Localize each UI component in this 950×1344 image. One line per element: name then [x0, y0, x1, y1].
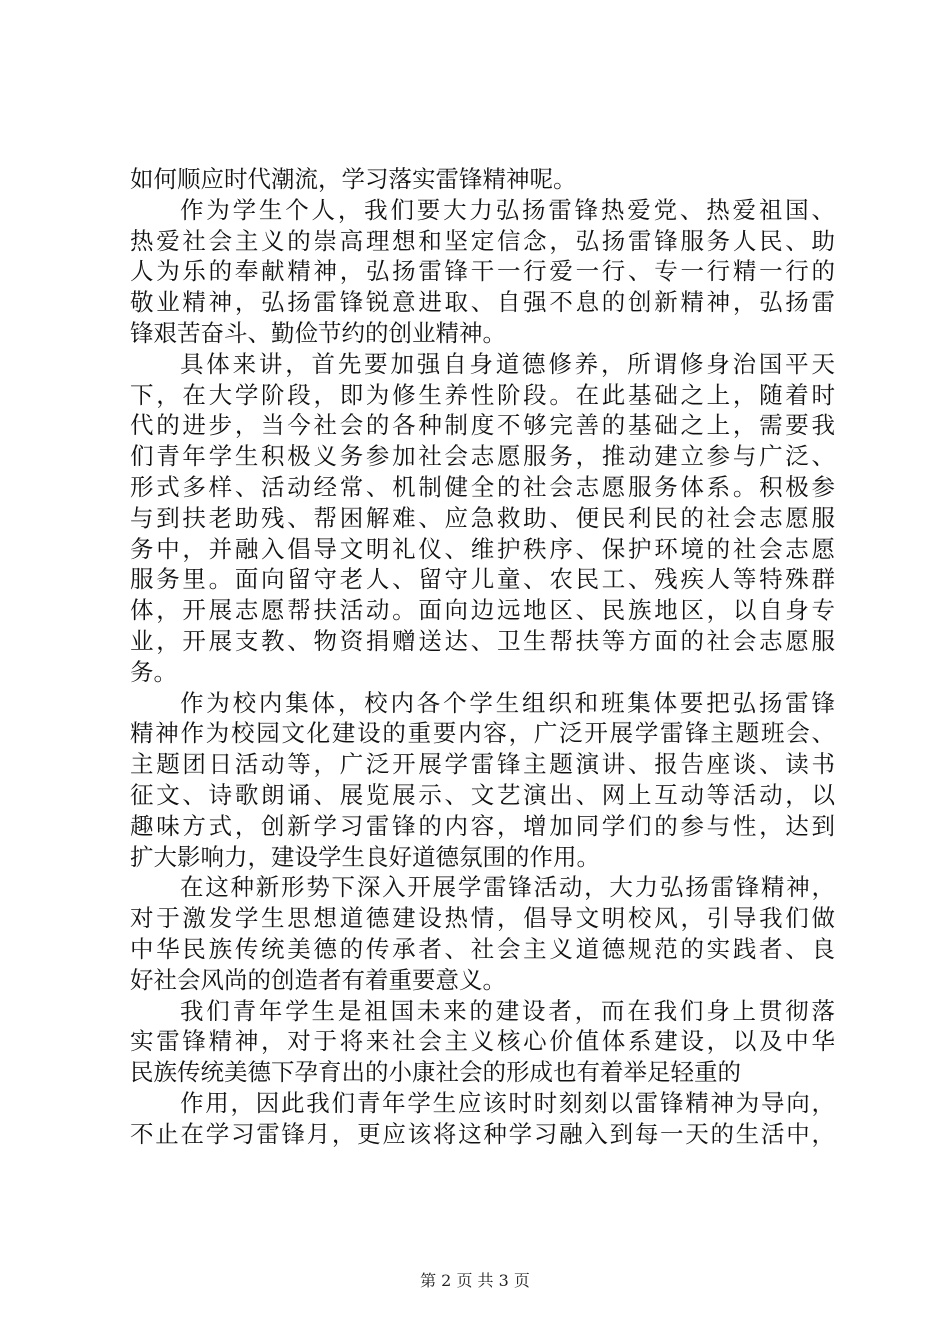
text-line: 人为乐的奉献精神，弘扬雷锋干一行爱一行、专一行精一行的 [130, 257, 835, 286]
text-line: 与到扶老助残、帮困解难、应急救助、便民利民的社会志愿服 [130, 503, 835, 532]
text-line: 作为校内集体，校内各个学生组织和班集体要把弘扬雷锋 [180, 688, 835, 717]
text-line: 精神作为校园文化建设的重要内容，广泛开展学雷锋主题班会、 [130, 719, 835, 748]
text-line: 业，开展支教、物资捐赠送达、卫生帮扶等方面的社会志愿服 [130, 626, 835, 655]
text-line: 形式多样、活动经常、机制健全的社会志愿服务体系。积极参 [130, 472, 835, 501]
text-line: 如何顺应时代潮流，学习落实雷锋精神呢。 [130, 165, 577, 193]
text-line: 务中，并融入倡导文明礼仪、维护秩序、保护环境的社会志愿 [130, 534, 835, 563]
text-line: 不止在学习雷锋月，更应该将这种学习融入到每一天的生活中， [130, 1119, 835, 1148]
text-line: 我们青年学生是祖国未来的建设者，而在我们身上贯彻落 [180, 996, 835, 1025]
text-line: 趣味方式，创新学习雷锋的内容，增加同学们的参与性，达到 [130, 811, 835, 840]
text-line: 服务里。面向留守老人、留守儿童、农民工、残疾人等特殊群 [130, 565, 835, 594]
text-line: 敬业精神，弘扬雷锋锐意进取、自强不息的创新精神，弘扬雷 [130, 288, 835, 317]
text-line: 征文、诗歌朗诵、展览展示、文艺演出、网上互动等活动，以 [130, 780, 835, 809]
text-line: 代的进步，当今社会的各种制度不够完善的基础之上，需要我 [130, 411, 835, 440]
text-line: 务。 [130, 657, 177, 686]
text-line: 扩大影响力，建设学生良好道德氛围的作用。 [130, 842, 600, 871]
text-line: 主题团日活动等，广泛开展学雷锋主题演讲、报告座谈、读书 [130, 750, 835, 779]
text-line: 对于激发学生思想道德建设热情，倡导文明校风，引导我们做 [130, 904, 835, 933]
text-line: 体，开展志愿帮扶活动。面向边远地区、民族地区，以自身专 [130, 596, 835, 625]
text-line: 民族传统美德下孕育出的小康社会的形成也有着举足轻重的 [130, 1058, 741, 1087]
text-line: 热爱社会主义的崇高理想和坚定信念，弘扬雷锋服务人民、助 [130, 226, 835, 255]
text-line: 具体来讲，首先要加强自身道德修养，所谓修身治国平天 [180, 349, 835, 378]
text-line: 在这种新形势下深入开展学雷锋活动，大力弘扬雷锋精神， [180, 873, 835, 902]
page-footer: 第 2 页 共 3 页 [420, 1271, 530, 1290]
text-line: 们青年学生积极义务参加社会志愿服务，推动建立参与广泛、 [130, 442, 835, 471]
text-line: 中华民族传统美德的传承者、社会主义道德规范的实践者、良 [130, 934, 835, 963]
text-line: 作用，因此我们青年学生应该时时刻刻以雷锋精神为导向， [180, 1088, 835, 1117]
text-line: 好社会风尚的创造者有着重要意义。 [130, 965, 506, 994]
text-line: 下，在大学阶段，即为修生养性阶段。在此基础之上，随着时 [130, 380, 835, 409]
text-line: 实雷锋精神，对于将来社会主义核心价值体系建设，以及中华 [130, 1027, 835, 1056]
text-line: 作为学生个人，我们要大力弘扬雷锋热爱党、热爱祖国、 [180, 195, 835, 224]
text-line: 锋艰苦奋斗、勤俭节约的创业精神。 [130, 318, 506, 347]
document-body [130, 164, 835, 1150]
